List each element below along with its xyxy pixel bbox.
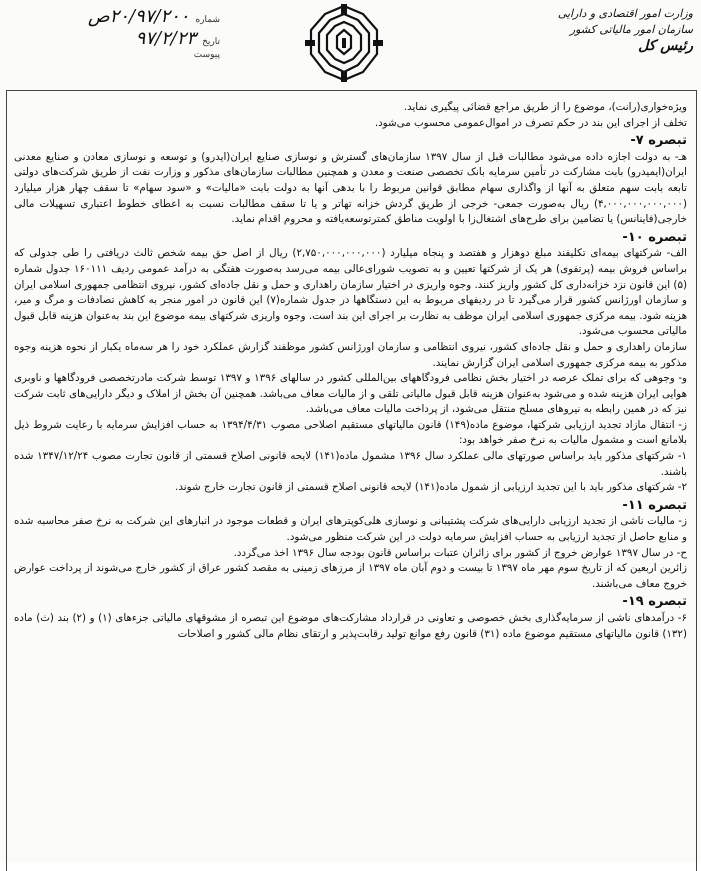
section-10-paragraph-a: الف- شرکتهای بیمه‌ای تکلیفند مبلغ دوهزار و هفتصد و پنجاه میلیارد (۲,۷۵۰,۰۰۰,۰۰۰,۰۰۰) ریال از اصل حق بیمه شخص ثالث دریافتی را طی جدولی که براساس فروش بیمه (پرتفوی) هر یک از شرکتها تعیین و به تصویب شورای‌عالی بیمه می‌رسد به‌صورت هفتگی به درآمد عمومی ردیف ۱۶۰۱۱۱ جدول شماره (۵) این قانون نزد خزانه‌داری کل کشور واریز کنند. وجوه واریزی در اختیار سازمان راهداری و حمل و نقل جاده‌ای کشور، نیروی انتظامی جمهوری اسلامی ایران و سازمان اورژانس کشور قرار می‌گیرد تا در ردیفهای مربوط به این دستگاهها در جدول شماره(۷) این قانون در امور منجر به کاهش تصادفات و مرگ و میر، هزینه شود. بیمه مرکزی جمهوری اسلامی ایران موظف به نظارت بر اجرای این بند است. وجوه واریزی شرکتهای بیمه موضوع این بند به‌عنوان هزینه قابل قبول مالیاتی محسوب می‌شود.	[14, 247, 687, 338]
date-label: تاریخ	[202, 37, 220, 47]
section-10-paragraph-z: ز- انتقال مازاد تجدید ارزیابی شرکتها، موضوع ماده(۱۴۹) قانون مالیاتهای مستقیم اصلاحی مصوب ۱۳۹۴/۴/۳۱ به حساب افزایش سرمایه با رعایت شروط ذیل بلامانع است و مشمول مالیات به نرخ صفر خواهد بود:	[14, 418, 687, 447]
date-value: ۹۷/۲/۲۳	[135, 28, 197, 49]
section-10-paragraph-a2: سازمان راهداری و حمل و نقل جاده‌ای کشور، نیروی انتظامی و سازمان اورژانس کشور موظفند گزارش عملکرد خود را هر سه‌ماه یکبار از نحوه هزینه وجوه مذکور به بیمه مرکزی جمهوری اسلامی ایران گزارش نمایند.	[14, 340, 687, 369]
intro-line-1: ویژه‌خواری(رانت)، موضوع را از طریق مراجع قضائی پیگیری نماید.	[403, 101, 687, 113]
section-10-paragraph-w: و- وجوهی که برای تملک عرصه در اختیار بخش نظامی فرودگاههای بین‌المللی کشور در سالهای ۱۳۹۶ و ۱۳۹۷ توسط شرکت مادرتخصصی فرودگاهها و ناوبری هوایی ایران هزینه شده و می‌شود به‌عنوان هزینه قابل قبول مالیاتی تلقی و از مالیات معاف می‌باشد. همچنین آن بخش از املاک و دیگر دارایی‌های ثابت شرکت نیز که در همین رابطه به نیروهای مسلح منتقل می‌شود، از پرداخت مالیات معاف می‌باشد.	[14, 372, 688, 416]
section-title-11: تبصره ۱۱-	[622, 497, 687, 513]
organization-name: سازمان امور مالیاتی کشور	[569, 23, 693, 36]
section-10-item-2: ۲- شرکتهای مذکور باید با این تجدید ارزیابی از شمول ماده(۱۴۱) لایحه قانونی اصلاح قسمتی از قانون تجارت خارج شوند.	[175, 481, 687, 494]
section-10-item-1: ۱- شرکتهای مذکور باید براساس صورتهای مالی عملکرد سال ۱۳۹۶ مشمول ماده(۱۴۱) لایحه قانونی اصلاح قسمتی از قانون تجارت مصوب ۱۳۴۷/۱۲/۲۴ شده باشند.	[14, 450, 687, 478]
intro-line-2: تخلف از اجرای این بند در حکم تصرف در اموال‌عمومی محسوب می‌شود.	[374, 116, 687, 129]
section-11-paragraph-h2: زائرین اربعین که از تاریخ سوم مهر ماه ۱۳۹۷ تا بیست و دوم آبان ماه ۱۳۹۷ از مرزهای زمینی به مقصد کشور عراق از کشور خارج می‌شوند از پرداخت عوارض خروج معاف می‌باشند.	[14, 562, 687, 590]
attachment-label: پیوست	[193, 50, 220, 60]
section-11-paragraph-z: ز- مالیات ناشی از تجدید ارزیابی دارایی‌های شرکت پشتیبانی و نوسازی هلی‌کوپترهای ایران و قطعات موجود در انبارهای این شرکت به نرخ صفر محاسبه شده و منابع حاصل از تجدید ارزیابی به حساب افزایش سرمایه دولت در این شرکت منظور می‌شود.	[14, 515, 687, 544]
organization-emblem	[303, 2, 385, 84]
section-title-19: تبصره ۱۹-	[622, 594, 687, 610]
section-11-paragraph-h: ح- در سال ۱۳۹۷ عوارض خروج از کشور برای زائران عتبات براساس قانون بودجه سال ۱۳۹۶ اخذ می‌گردد.	[233, 546, 687, 559]
section-19-paragraph-6: ۶- درآمدهای ناشی از سرمایه‌گذاری بخش خصوصی و تعاونی در قرارداد مشارکت‌های موضوع این تبصره از مشوقهای مالیاتی جزءهای (۱) و (۲) بند (ث) ماده (۱۳۲) قانون مالیاتهای مستقیم موضوع ماده (۳۱) قانون رفع موانع تولید رقابت‌پذیر و ارتقای نظام مالی کشور و اصلاحات	[14, 612, 687, 640]
office-title: رئیس کل	[638, 38, 693, 54]
ministry-name: وزارت امور اقتصادی و دارایی	[557, 7, 693, 20]
section-title-10: تبصره ۱۰-	[622, 229, 687, 245]
letterhead	[463, 6, 693, 54]
number-label: شماره	[195, 15, 220, 25]
letter-body	[14, 100, 687, 642]
section-7-paragraph-h: هـ- به دولت اجازه داده می‌شود مطالبات قبل از سال ۱۳۹۷ سازمان‌های گسترش و نوسازی صنایع ایران(ایدرو) و توسعه و نوسازی معادن و صنایع معدنی ایران(ایمیدرو) بابت مشارکت در تأمین سرمایه بانک تخصصی صنعت و معدن و همچنین مطالبات سازمان‌های مذکور و وزارت نفت از طریق شرکت‌های دولتی تابعه بابت سهم متعلق به آنها از واگذاری سهام مطابق قوانین مربوط را با بدهی آنها به دولت بابت «مالیات» و «سود سهام» تا سقف چهار هزار میلیارد (۴,۰۰۰,۰۰۰,۰۰۰,۰۰۰) ریال به‌صورت جمعی- خرجی از طریق گردش خزانه تهاتر و یا تا سقف مطالبات نسبت به اعطای خطوط اعتباری تسهیلات مالی خارجی(فاینانس) یا تضامین برای طرح‌های اشتغال‌زا با اولویت مناطق کمترتوسعه‌یافته و محروم اقدام نماید.	[14, 150, 687, 226]
number-value: ۲۰/۹۷/۲۰۰ص	[87, 6, 190, 27]
section-title-7: تبصره ۷-	[630, 133, 687, 149]
letter-meta	[20, 6, 220, 72]
